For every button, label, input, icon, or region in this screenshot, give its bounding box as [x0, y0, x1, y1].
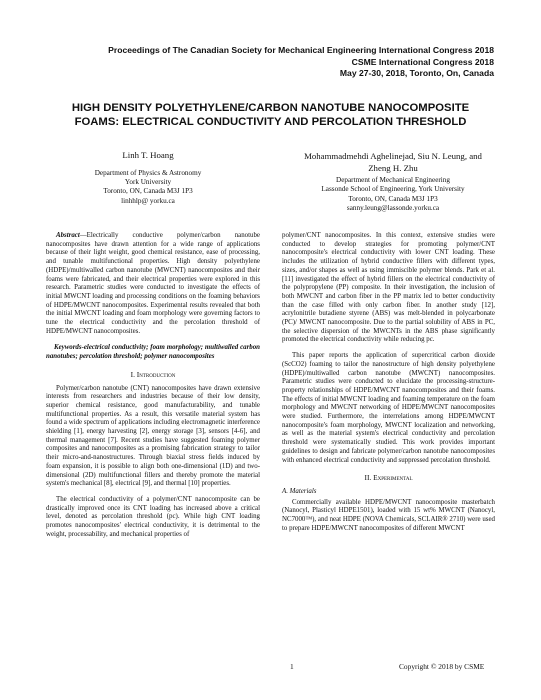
author-block-2 [276, 151, 510, 214]
author-block-1 [46, 150, 250, 206]
author-names-continued: Zheng H. Zhu [368, 162, 418, 173]
author-institution: York University [124, 177, 172, 186]
keywords: Keywords-electrical conductivity; foam morphology; multiwalled carbon nanotubes; percolation threshold; polymer nanocomposites [46, 344, 260, 361]
intro-paragraph-2: The electrical conductivity of a polymer/CNT nanocomposite can be drastically improved once its CNT loading has increased above a critical level, denoted as percolation threshold (pc). While high CNT loading promotes nanocomposites' electrical conductivity, it is detrimental to the weight, processability, and mechanical properties of [46, 495, 260, 538]
page-number: 1 [290, 662, 294, 671]
title-line-2: FOAMS: ELECTRICAL CONDUCTIVITY AND PERCOLATION THRESHOLD [74, 116, 467, 128]
author-institution: Lassonde School of Engineering, York University [321, 185, 465, 194]
header-line-1: Proceedings of The Canadian Society for Mechanical Engineering International Congress 2018 [108, 45, 494, 55]
intro-paragraph-1: Polymer/carbon nanotube (CNT) nanocomposites have drawn extensive interests from researchers and industries because of their low density, superior chemical resistance, good manufacturability, and tunable multifunctional properties. As a result, this versatile material system has found a wide spectrum of applications including electromagnetic interference shielding [1], energy harvesting [2], energy storage [3], sensors [4-6], and thermal management [7]. Recent studies have suggested foaming polymer composites and nanocomposites as a promising fabrication strategy to tailor their micro-and-nanostructures. Through biaxial stress fields induced by foam expansion, it is possible to align both one-dimensional (1D) and two-dimensional (2D) multifunctional fillers and thereby promote the material system's mechanical [8], electrical [9], and thermal [10] properties. [46, 384, 260, 488]
body-paragraph-1: polymer/CNT nanocomposites. In this context, extensive studies were conducted to develop strategies for promoting polymer/CNT nanocomposite's electrical conductivity with lower CNT loading. These includes the utilization of hybrid conductive fillers with different types, sizes, and/or shapes as well as using immiscible polymer blends. Park et al. [11] investigated the effect of hybrid fillers on the electrical conductivity of the polypropylene (PP) composite. In their investigation, the inclusion of both MWCNT and carbon fiber in the PP matrix led to better conductivity than the case filled with only carbon fiber. In another study [12], acrylonitrile butadiene styrene (ABS) was melt-blended in polycarbonate (PC)/ MWCNT nanocomposite. Due to the partial solubility of ABS in PC, the selective dispersion of the MWCNTs in the ABS phase significantly promoted the electrical conductivity while reducing pc. [282, 232, 495, 344]
title-line-1: HIGH DENSITY POLYETHYLENE/CARBON NANOTUBE NANOCOMPOSITE [71, 102, 470, 114]
abstract-label: Abstract [56, 232, 80, 239]
author-names: Mohammadmehdi Aghelinejad, Siu N. Leung, and [304, 151, 482, 161]
section-heading-experimental: II. Experimental [364, 473, 413, 483]
abstract [46, 232, 260, 336]
copyright-notice: Copyright © 2018 by CSME [399, 662, 485, 671]
header-line-3: May 27-30, 2018, Toronto, On, Canada [339, 68, 494, 79]
subsection-heading-materials: A. Materials [282, 487, 317, 495]
abstract-text: —Electrically conductive polymer/carbon nanotube nanocomposites have drawn attention for a wide range of applications because of their light weight, good chemical resistance, ease of processing, and tunable multifunctional properties. High density polyethylene (HDPE)/multiwalled carbon nanotube (MWCNT) nanocomposites and their foams were fabricated, and their electrical properties were explored in this research. Parametric studies were conducted to investigate the effects of initial MWCNT loading and processing conditions on the foaming behaviors of HDPE/MWCNT nanocomposites. Experimental results revealed that both the initial MWCNT loading and foam morphology were governing factors to tune the electrical conductivity and the percolation threshold of HDPE/MWCNT nanocomposites. [46, 232, 260, 335]
header-line-2: CSME International Congress 2018 [351, 56, 494, 67]
section-heading-introduction: I. Introduction [130, 369, 176, 379]
author-department: Department of Physics & Astronomy [94, 168, 202, 177]
author-name: Linh T. Hoang [122, 150, 174, 160]
author-email: sanny.leung@lassonde.yorku.ca [346, 204, 440, 213]
author-department: Department of Mechanical Engineering [336, 176, 450, 184]
left-column [46, 232, 260, 540]
proceedings-header [108, 45, 494, 80]
author-address: Toronto, ON, Canada M3J 1P3 [348, 194, 438, 203]
right-column [282, 232, 495, 534]
author-email: linhhlp@ yorku.ca [121, 196, 175, 205]
materials-paragraph: Commercially available HDPE/MWCNT nanocomposite masterbatch (Nanocyl, Plasticyl HDPE1501), loaded with 15 wt% MWCNT (Nanocyl, NC7000™), and neat HDPE (NOVA Chemicals, SCLAIR® 2710) were used to prepare HDPE/MWCNT nanocomposites of different MWCNT [282, 498, 495, 532]
body-paragraph-2: This paper reports the application of supercritical carbon dioxide (ScCO2) foaming to tailor the nanostructure of high density polyethylene (HDPE)/multiwalled carbon nanotube (MWCNT) nanocomposites. Parametric studies were conducted to elucidate the processing-structure-property relationships of HDPE/MWCNT nanocomposites and their foams. The effects of initial MWCNT loading and foaming temperature on the foam morphology and MWCNT networking of HDPE/MWCNT nanocomposites were studied. Furthermore, the interrelations among HDPE/MWCNT nanocomposite's foam morphology, MWCNT localization and networking, as well as the material system's electrical conductivity and percolation threshold were systematically studied. This work provides important guidelines to design and fabricate polymer/carbon nanotube nanocomposites with enhanced electrical conductivity and suppressed percolation threshold. [282, 352, 495, 464]
paper-title [40, 101, 501, 129]
author-address: Toronto, ON, Canada M3J 1P3 [103, 187, 193, 196]
